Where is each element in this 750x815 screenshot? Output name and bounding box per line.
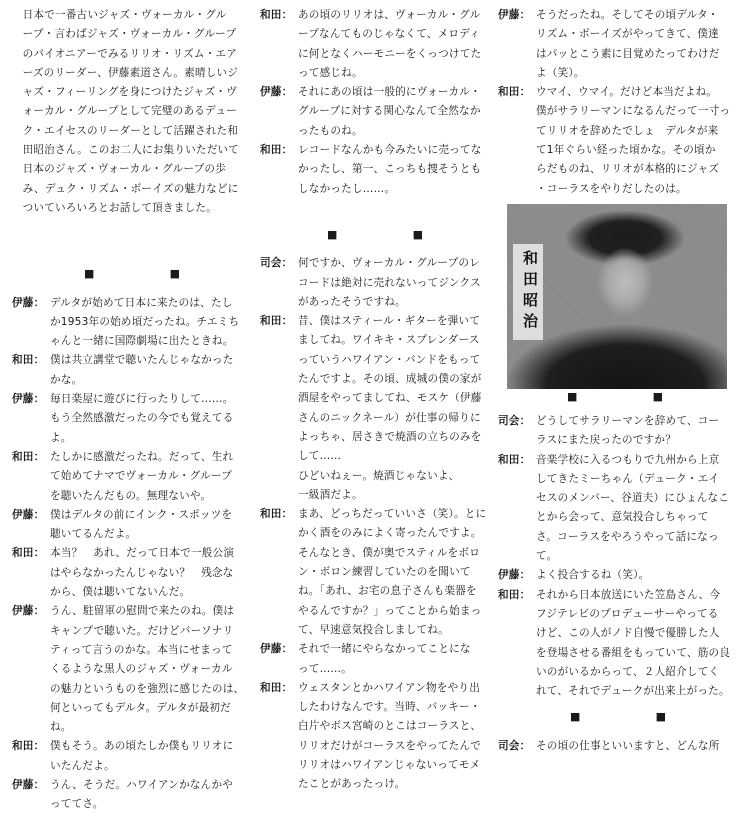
speech-text xyxy=(298,467,490,506)
column-1 xyxy=(12,6,252,815)
speech-text xyxy=(50,351,252,390)
speech-line: 僕はデルタの前にインク・スポッツを xyxy=(50,508,233,521)
speaker-name: 和田： xyxy=(498,453,531,466)
speech-text xyxy=(298,83,490,141)
speech-line: かったし、第一、こっちも捜そうとも xyxy=(298,163,482,176)
speech-line: セスのメンバー、谷道夫）にひょんなこ xyxy=(536,492,730,505)
speaker-name: 和田： xyxy=(260,315,293,328)
photo-caption: 和田昭治 xyxy=(513,244,543,340)
intro-line: ープ・言わばジャズ・ヴォーカル・グループ xyxy=(22,28,237,41)
section-mark-right: ■ xyxy=(412,227,423,241)
dialogue-entry xyxy=(260,141,490,199)
speech-text xyxy=(536,83,738,199)
section-mark-right: ■ xyxy=(169,267,180,281)
speech-line: 僕がサラリーマンになるんだって一寸っ xyxy=(536,105,731,118)
speech-text xyxy=(298,312,490,466)
speaker-name: 和田： xyxy=(12,740,45,753)
section-mark-left: ■ xyxy=(567,390,578,403)
speech-line: いのがいるからって、２人紹介してく xyxy=(536,665,720,678)
speech-line: して…… xyxy=(298,450,342,463)
speech-line: もう全然感激だったの今でも覚えてる xyxy=(50,412,234,425)
dialogue-entry xyxy=(260,505,490,640)
dialogue-entry xyxy=(12,390,252,448)
speech-line: ラスにまた戻ったのですか？ xyxy=(536,434,676,447)
dialogue-entry xyxy=(12,448,252,506)
speech-text xyxy=(50,506,252,545)
dialogue-entry xyxy=(498,451,738,567)
speech-line: それにあの頃は一般的にヴォーカル・ xyxy=(298,86,481,99)
dialogue-block-1 xyxy=(12,294,252,815)
speech-text xyxy=(50,602,252,737)
speech-text xyxy=(298,679,490,795)
speaker-name: 和田： xyxy=(498,588,531,601)
speech-line: うん、駐留軍の慰問で来たのね。僕は xyxy=(50,605,235,618)
speech-line: まあ、どっちだっていいさ（笑）。とに xyxy=(298,508,487,521)
dialogue-entry xyxy=(12,737,252,776)
speech-line: ましてね。ワイキキ・スプレンダース xyxy=(298,334,480,347)
speaker-name: 司会： xyxy=(498,739,531,752)
speech-text xyxy=(536,6,738,83)
dialogue-entry xyxy=(260,83,490,141)
dialogue-block-3a xyxy=(498,6,738,199)
speech-line: レコードなんかも今みたいに売ってな xyxy=(298,144,482,157)
dialogue-block-3b xyxy=(498,412,738,701)
speech-line: ン・ボロン練習していたのを聞いて xyxy=(298,566,471,579)
speaker-name: 和田： xyxy=(260,681,293,694)
speech-line: 僕もそう。あの頃たしか僕もリリオに xyxy=(50,740,234,753)
speech-line: ープなんてものじゃなくて、メロディ xyxy=(298,28,480,41)
speech-line: があったそうですね。 xyxy=(298,295,406,308)
speaker-name: 和田： xyxy=(12,354,45,367)
speech-line: いたんだよ。 xyxy=(50,759,115,772)
speech-line: 毎日楽屋に遊びに行ったりして……。 xyxy=(50,393,234,406)
speaker-name: 伊藤： xyxy=(12,605,45,618)
speech-line: リズム・ボーイズがやってきて、僕達 xyxy=(536,28,719,41)
portrait-photo xyxy=(507,204,727,389)
speech-line: 一級酒だよ。 xyxy=(298,488,363,501)
speaker-name: 和田： xyxy=(12,450,45,463)
speech-line: よく投合するね（笑）。 xyxy=(536,569,650,582)
speech-text xyxy=(298,6,490,83)
speech-text xyxy=(536,566,738,585)
dialogue-entry xyxy=(498,586,738,702)
speaker-name: 伊藤： xyxy=(12,296,45,309)
column-3 xyxy=(498,6,738,199)
speech-line: に何となくハーモニーをくっつけてた xyxy=(298,47,482,60)
speaker-name: 伊藤： xyxy=(260,86,293,99)
intro-line: 田昭治さん。このお二人にお集りいただいて xyxy=(22,144,240,157)
section-mark-left: ■ xyxy=(570,710,581,724)
speech-line: て始めてナマでヴォーカル・グループ xyxy=(50,470,233,483)
speech-line: ゃんと一緒に国際劇場に出たときね。 xyxy=(50,335,234,348)
speech-text xyxy=(50,737,252,776)
intro-line: ャズ・フィーリングを身につけたジャズ・ヴ xyxy=(22,86,237,99)
speech-line: コードは絶対に売れないってジンクス xyxy=(298,276,481,289)
dialogue-entry xyxy=(12,506,252,545)
dialogue-entry xyxy=(260,467,490,506)
speech-line: しなかったし……。 xyxy=(298,182,396,195)
dialogue-entry xyxy=(498,737,738,756)
speech-text xyxy=(298,254,490,312)
speech-line: したわけなんです。当時、バッキー・ xyxy=(298,701,481,714)
speaker-name: 和田： xyxy=(12,547,45,560)
dialogue-entry xyxy=(260,254,490,312)
speech-line: そうだったね。そしてその頃デルタ・ xyxy=(536,9,719,21)
speaker-name: 司会： xyxy=(260,257,293,270)
speech-line: デルタが始めて日本に来たのは、たし xyxy=(50,296,233,309)
speaker-name: 司会： xyxy=(498,415,531,427)
speech-text xyxy=(298,640,490,679)
photo-divider xyxy=(567,390,663,403)
speech-line: から、僕は聴いてないんだ。 xyxy=(50,586,191,599)
speech-line: それで一緒にやらなかってことにな xyxy=(298,643,471,656)
speech-line: て。 xyxy=(536,550,558,563)
speech-line: 昔、僕はスティール・ギターを弾いて xyxy=(298,315,481,328)
section-mark-right: ■ xyxy=(655,710,666,724)
speaker-name: 和田： xyxy=(260,9,293,21)
speech-line: らだものね、リリオが本格的にジャズ xyxy=(536,163,720,176)
dialogue-entry xyxy=(12,351,252,390)
speaker-name: 伊藤： xyxy=(12,508,45,521)
speech-line: はパッとこう素に目覚めたってわけだ xyxy=(536,47,720,60)
speech-line: 白片やボス宮崎のとこはコーラスと、 xyxy=(298,720,482,733)
dialogue-block-2a xyxy=(260,6,490,199)
section-mark-right: ■ xyxy=(652,390,663,403)
speech-line: よっちゃ、居さきで焼酒の立ちのみを xyxy=(298,430,482,443)
speech-line: 何といってもデルタ。デルタが最初だ xyxy=(50,701,231,714)
speech-line: ひどいねぇー。焼酒じゃないよ、 xyxy=(298,469,460,482)
speech-line: リリオはハワイアンじゃないってモメ xyxy=(298,758,481,771)
speech-line: あの頃のリリオは、ヴォーカル・グル xyxy=(298,9,481,21)
speaker-name: 和田： xyxy=(260,508,293,521)
speaker-name: 伊藤： xyxy=(12,393,45,406)
intro-line: ーズのリーダー、伊藤素道さん。素晴しいジ xyxy=(22,66,239,79)
speech-line: れて、それでデュークが出来上がった。 xyxy=(536,685,730,698)
speech-line: 酒屋をやってましてね、モスケ（伊藤 xyxy=(298,392,482,405)
speech-line: グループに対する関心なんて全然なか xyxy=(298,105,481,118)
speaker-name: 伊藤： xyxy=(260,643,293,656)
speech-line: ね。「あれ、お宅の息子さんも楽器を xyxy=(298,585,477,598)
speech-line: ティって言うのかな。本当にせまって xyxy=(50,643,233,656)
speaker-name: 伊藤： xyxy=(12,778,45,791)
speech-line: してきたミーちゃん（デューク・エイ xyxy=(536,472,720,485)
column-3-lower xyxy=(498,412,738,756)
speech-line: っててさ。 xyxy=(50,798,104,811)
intro-line: ク・エイセスのリーダーとして活躍された和 xyxy=(22,124,239,137)
speech-line: ウェスタンとかハワイアン物をやり出 xyxy=(298,681,481,694)
speech-text xyxy=(536,737,738,756)
speech-text xyxy=(50,776,252,815)
speech-line: それから日本放送にいた笠島さん、今 xyxy=(536,588,721,601)
dialogue-entry xyxy=(260,640,490,679)
speaker-name: 和田： xyxy=(498,86,531,99)
speech-line: ・コーラスをやりだしたのは。 xyxy=(536,182,687,195)
speech-line: て、早速意気投合しましてね。 xyxy=(298,623,449,636)
dialogue-entry xyxy=(260,6,490,83)
speech-text xyxy=(50,390,252,448)
dialogue-block-3c xyxy=(498,737,738,756)
speech-line: よ。 xyxy=(50,431,72,444)
dialogue-entry xyxy=(260,679,490,795)
speech-line: そんなとき、僕が奥でスティルをボロ xyxy=(298,546,481,559)
speech-line: たんですよ。その頃、成城の僕の家が xyxy=(298,373,482,386)
dialogue-entry xyxy=(498,6,738,83)
speech-text xyxy=(298,505,490,640)
section-divider-1 xyxy=(84,264,180,283)
speech-line: どうしてサラリーマンを辞めて、コー xyxy=(536,415,720,427)
speech-line: けど、この人がノド自慢で優勝した人 xyxy=(536,627,720,640)
speech-line: はやらなかったんじゃない？ 残念な xyxy=(50,566,234,579)
dialogue-entry xyxy=(498,412,738,451)
section-divider-2 xyxy=(327,225,423,244)
speech-text xyxy=(298,141,490,199)
dialogue-entry xyxy=(498,83,738,199)
intro-line: 日本のジャズ・ヴォーカル・グループの歩 xyxy=(22,163,226,176)
intro-line: ォーカル・グループとして完璧のあるデュー xyxy=(22,105,238,118)
intro-paragraph xyxy=(12,6,252,218)
speech-line: 音楽学校に入るつもりで九州から上京 xyxy=(536,453,720,466)
dialogue-entry xyxy=(498,566,738,585)
speech-line: て1年ぐらい経った頃かな。その頃か xyxy=(536,144,716,157)
speech-line: ったものね。 xyxy=(298,124,363,137)
speech-text xyxy=(536,451,738,567)
dialogue-entry xyxy=(12,294,252,352)
speech-line: ね。 xyxy=(50,721,72,734)
speech-line: を登場させる番組をもっていて、筋の良 xyxy=(536,646,731,659)
speech-line: よ（笑）。 xyxy=(536,66,585,79)
section-divider-3 xyxy=(570,707,666,726)
speech-line: リリオだけがコーラスをやってたんで xyxy=(298,739,482,752)
speaker-name: 伊藤： xyxy=(498,9,531,21)
speech-line: ウマイ、ウマイ。だけど本当だよね。 xyxy=(536,86,718,99)
speech-line: さんのニックネール）が仕事の帰りに xyxy=(298,411,481,424)
speech-line: 本当？ あれ、だって日本で一般公演 xyxy=(50,547,235,560)
dialogue-block-2b xyxy=(260,254,490,794)
speech-line: たことがあったっけ。 xyxy=(298,778,406,791)
speech-line: って感じね。 xyxy=(298,66,363,79)
intro-line: ついていろいろとお話して頂きました。 xyxy=(22,201,217,214)
speech-text xyxy=(50,294,252,352)
speech-line: キャンプで聴いた。だけどバーソナリ xyxy=(50,624,234,637)
speech-line: くるような黒人のジャズ・ヴォーカル xyxy=(50,663,233,676)
speech-line: っていうハワイアン・バンドをもって xyxy=(298,353,481,366)
intro-line: のパイオニアーでみるリリオ・リズム・エア xyxy=(22,47,238,60)
speech-line: うん、そうだ。ハワイアンかなんかや xyxy=(50,778,234,791)
intro-line: 日本で一番古いジャズ・ヴォーカル・グル xyxy=(22,9,227,21)
dialogue-entry xyxy=(260,312,490,466)
column-2 xyxy=(260,6,490,795)
section-mark-left: ■ xyxy=(84,267,95,281)
dialogue-entry xyxy=(12,776,252,815)
speaker-name: 伊藤： xyxy=(498,569,531,582)
speech-line: やるんですか？」ってことから始まっ xyxy=(298,604,482,617)
speech-text xyxy=(50,448,252,506)
speech-line: って……。 xyxy=(298,662,352,675)
speech-line: 聴いてるんだよ。 xyxy=(50,528,137,541)
speech-line: 何ですか、ヴォーカル・グループのレ xyxy=(298,257,481,270)
speech-text xyxy=(536,412,738,451)
intro-line: み、デュク・リズム・ボーイズの魅力などに xyxy=(22,182,239,195)
dialogue-entry xyxy=(12,602,252,737)
speech-line: フジテレビのプロデューサーやってる xyxy=(536,607,719,620)
speech-line: を聴いたんだもの。無理ないや。 xyxy=(50,489,212,502)
speaker-name: 和田： xyxy=(260,144,293,157)
speech-line: さ。コーラスをやろうやって話になっ xyxy=(536,530,719,543)
speech-text xyxy=(536,586,738,702)
speech-text xyxy=(50,544,252,602)
speech-line: かく酒をのみによく寄ったんですよ。 xyxy=(298,527,482,540)
speech-line: かな。 xyxy=(50,373,83,386)
speech-line: の魅力というものを強烈に感じたのは、 xyxy=(50,682,245,695)
speech-line: か1953年の始め頃だったね。チエミち xyxy=(50,315,240,328)
dialogue-entry xyxy=(12,544,252,602)
speech-line: てリリオを辞めたでしょ デルタが来 xyxy=(536,124,719,137)
speech-line: とから会って、意気投合しちゃって xyxy=(536,511,709,524)
section-mark-left: ■ xyxy=(327,227,338,241)
speech-line: その頃の仕事といいますと、どんな所 xyxy=(536,739,720,752)
speech-line: たしかに感激だったね。だって、生れ xyxy=(50,450,234,463)
speech-line: 僕は共立講堂で聴いたんじゃなかった xyxy=(50,354,234,367)
